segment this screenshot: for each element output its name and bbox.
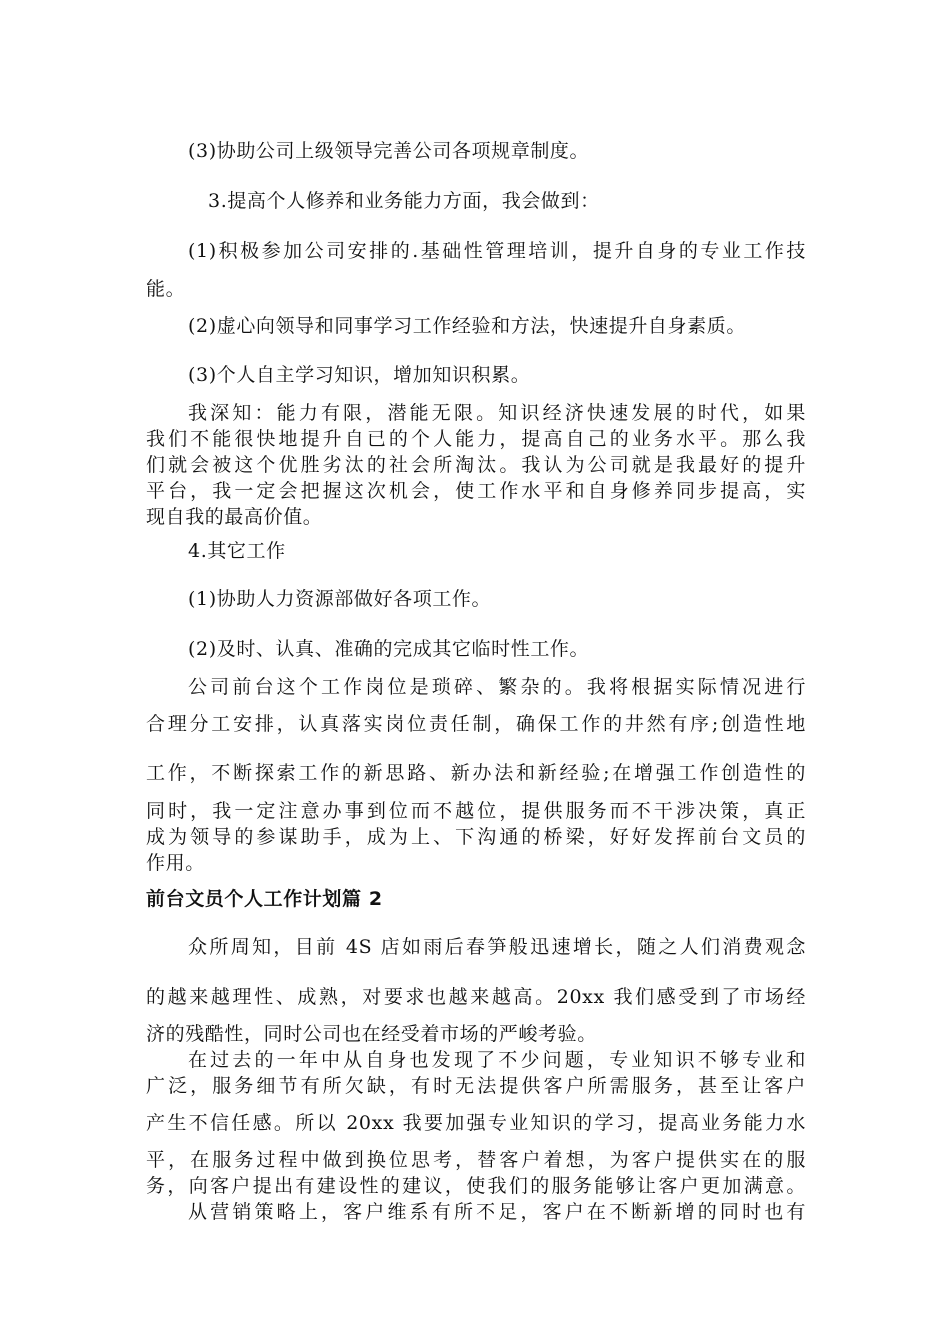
list-item: (3)个人自主学习知识，增加知识积累。 [188, 364, 531, 386]
paragraph-line: 合理分工安排，认真落实岗位责任制，确保工作的井然有序;创造性地 [146, 713, 806, 735]
paragraph-line: 现自我的最高价值。 [146, 506, 323, 528]
paragraph-line: 平，在服务过程中做到换位思考，替客户着想，为客户提供实在的服 [146, 1149, 806, 1171]
list-item-continuation: 能。 [146, 278, 186, 300]
paragraph-line: 们就会被这个优胜劣汰的社会所淘汰。我认为公司就是我最好的提升 [146, 454, 806, 476]
paragraph-line: 众所周知，目前 4S 店如雨后春笋般迅速增长，随之人们消费观念 [188, 936, 806, 958]
list-item: (1)积极参加公司安排的.基础性管理培训，提升自身的专业工作技 [188, 240, 806, 262]
paragraph-line: 作用。 [146, 852, 205, 874]
paragraph-line: 在过去的一年中从自身也发现了不少问题，专业知识不够专业和 [188, 1049, 806, 1071]
paragraph-line: 济的残酷性，同时公司也在经受着市场的严峻考验。 [146, 1023, 597, 1045]
list-item: (1)协助人力资源部做好各项工作。 [188, 588, 492, 610]
paragraph-line: 的越来越理性、成熟，对要求也越来越高。20xx 我们感受到了市场经 [146, 986, 806, 1008]
paragraph-line: 产生不信任感。所以 20xx 我要加强专业知识的学习，提高业务能力水 [146, 1112, 806, 1134]
list-item: (3)协助公司上级领导完善公司各项规章制度。 [188, 140, 590, 162]
paragraph-line: 广泛，服务细节有所欠缺，有时无法提供客户所需服务，甚至让客户 [146, 1075, 806, 1097]
paragraph-line: 务，向客户提出有建设性的建议，使我们的服务能够让客户更加满意。 [146, 1175, 806, 1197]
paragraph-line: 我们不能很快地提升自已的个人能力，提高自己的业务水平。那么我 [146, 428, 806, 450]
list-item: (2)及时、认真、准确的完成其它临时性工作。 [188, 638, 590, 660]
paragraph-line: 同时，我一定注意办事到位而不越位，提供服务而不干涉决策，真正 [146, 800, 806, 822]
section-heading: 3.提高个人修养和业务能力方面，我会做到： [208, 190, 600, 212]
section-title: 前台文员个人工作计划篇 2 [146, 888, 383, 910]
list-item: (2)虚心向领导和同事学习工作经验和方法，快速提升自身素质。 [188, 315, 746, 337]
paragraph-line: 工作，不断探索工作的新思路、新办法和新经验;在增强工作创造性的 [146, 762, 806, 784]
section-heading: 4.其它工作 [188, 540, 286, 562]
paragraph-line: 成为领导的参谋助手，成为上、下沟通的桥梁，好好发挥前台文员的 [146, 826, 806, 848]
paragraph-line: 我深知：能力有限，潜能无限。知识经济快速发展的时代，如果 [188, 402, 806, 424]
paragraph-line: 公司前台这个工作岗位是琐碎、繁杂的。我将根据实际情况进行 [188, 676, 806, 698]
paragraph-line: 平台，我一定会把握这次机会，使工作水平和自身修养同步提高，实 [146, 480, 806, 502]
paragraph-line: 从营销策略上，客户维系有所不足，客户在不断新增的同时也有 [188, 1201, 806, 1223]
